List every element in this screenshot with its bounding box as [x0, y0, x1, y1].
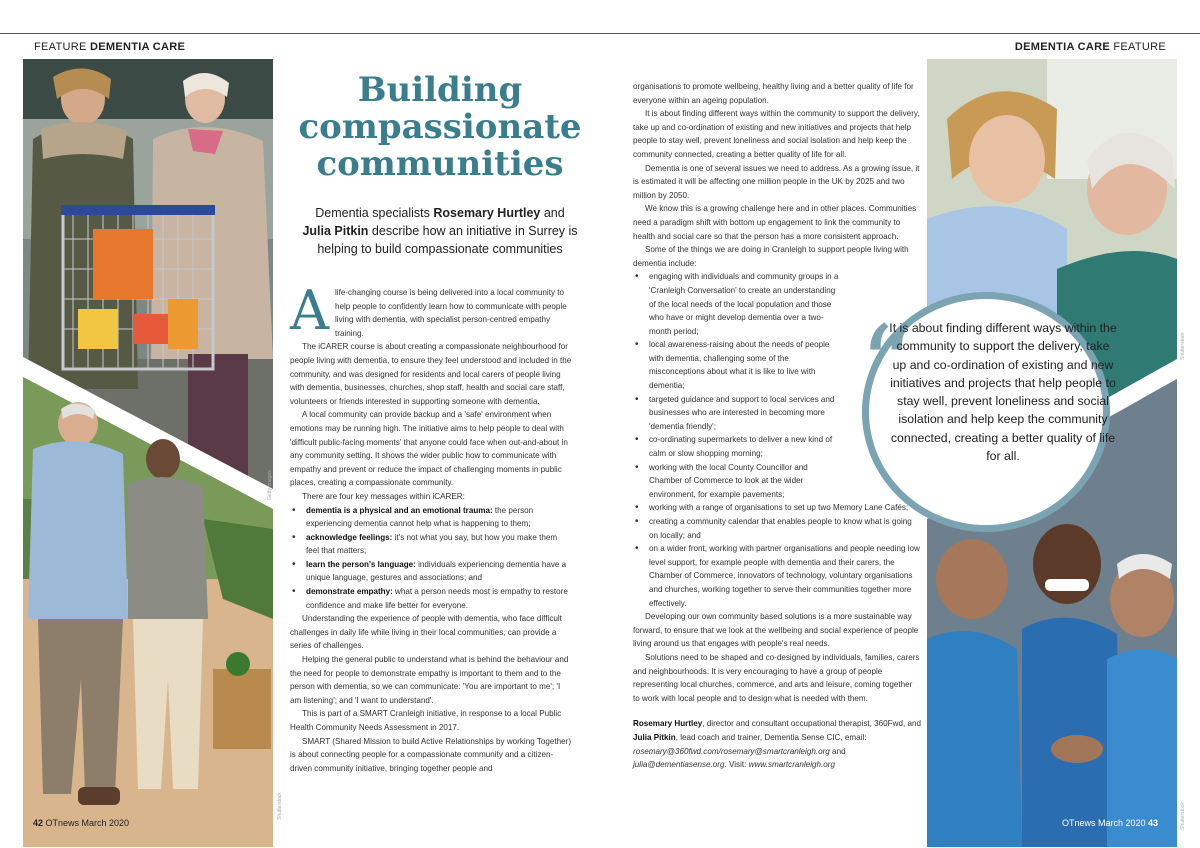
list-item: • working with a range of organisations to set up two Memory Lane Cafés;: [633, 501, 921, 515]
list-item: • on a wider front, working with partner organisations and people needing low level support, for example people with dementia and their carers, the Chamber of Commerce, innovators of technology, voluntary organisations and churches, working together to serve their communities together more effectively.: [633, 542, 921, 610]
author-bio: Rosemary Hurtley, director and consultant occupational therapist, 360Fwd, and Julia Pitkin, lead coach and trainer, Dementia Sense CIC, email: rosemary@360fwd.com/rosemary@smartcranleigh.org and julia@dementiasense.org. Visit: www.smartcranleigh.org: [633, 719, 921, 770]
body-paragraph: Developing our own community based solutions is a more sustainable way forward, to ensure that we look at the wellbeing and social experience of people living around us that engages with people's real needs.: [633, 612, 919, 649]
list-item: • demonstrate empathy: what a person needs most is empathy to restore confidence and make life better for everyone.: [290, 585, 572, 612]
photo-credit-left-bottom: Shutterstock: [277, 792, 283, 820]
title-line-2: compassionate: [298, 107, 582, 147]
email-link[interactable]: rosemary@360fwd.com/rosemary@smartcranleigh.org: [633, 746, 830, 756]
list-item: • dementia is a physical and an emotional trauma: the person experiencing dementia cannot help what is happening to them;: [290, 504, 572, 531]
article-column-1: [290, 279, 572, 775]
standfirst: Dementia specialists Rosemary Hurtley and Julia Pitkin describe how an initiative in Surrey is helping to build compassionate communities: [302, 206, 578, 256]
email-link[interactable]: julia@dementiasense.org: [633, 760, 725, 770]
body-paragraph: Understanding the experience of people with dementia, who face difficult challenges in daily life while living in their local communities, can provide a series of challenges.: [290, 614, 562, 651]
list-item: • learn the person's language: individuals experiencing dementia have a unique language, gestures and associations; and: [290, 558, 572, 585]
key-messages-list: [290, 504, 572, 613]
left-photos: [23, 59, 273, 847]
drop-cap: A: [290, 279, 329, 342]
body-paragraph: There are four key messages within iCARER:: [302, 491, 465, 501]
pull-quote-text: It is about finding different ways within the community to support the delivery, take up and co-ordination of existing and new initiatives and projects that help people to stay well, prevent loneliness and social isolation and help keep the community connected, creating a better quality of life for all.: [889, 321, 1117, 464]
page-title: [290, 72, 590, 183]
list-item: • co-ordinating supermarkets to deliver a new kind of calm or slow shopping morning;: [633, 433, 841, 460]
body-paragraph: Helping the general public to understand what is behind the behaviour and the need for people to demonstrate empathy is important to them and to the person with dementia, so we can communicate: 'You are important to me'; 'I am listening'; and 'I want to understand'.: [290, 655, 569, 705]
actions-list-cont: [633, 501, 921, 610]
body-paragraph: organisations to promote wellbeing, healthy living and a better quality of life for everyone within an ageing population.: [633, 82, 914, 105]
left-photo-collage: [23, 59, 273, 847]
title-line-1: Building: [357, 70, 523, 110]
page-folio-right: OTnews March 2020 43: [1062, 818, 1159, 828]
pull-quote: [859, 292, 1117, 532]
body-paragraph: The iCARER course is about creating a compassionate neighbourhood for people living with dementia, to ensure they feel understood and included in the community, and was designed for residents and local carers of people living with dementia, businesses, churches, shop staff, health and social care staff, volunteers or friends interested in supporting someone with dementia.: [290, 342, 572, 406]
photo-credit-right-top: Shutterstock: [1180, 332, 1186, 360]
body-paragraph: It is about finding different ways within the community to support the delivery, take up and co-ordination of existing and new initiatives and projects that help people to stay well, prevent loneliness and social isolation and help keep the community connected, creating a better quality of life for all.: [633, 109, 920, 159]
body-paragraph: Solutions need to be shaped and co-designed by individuals, families, carers and neighbourhoods. It is very encouraging to have a group of people representing local churches, commerce, and arts and leisure, coming together to work with local people and to design what is needed with them.: [633, 652, 920, 703]
photo-credit-left-top: Getty Images: [267, 470, 273, 500]
intro-paragraph: Alife-changing course is being delivered into a local community to help people to confidently learn how to communicate with people living with dementia, with specialist person-centred empathy training.: [290, 279, 567, 342]
header-right: DEMENTIA CARE FEATURE: [1014, 41, 1166, 53]
title-line-3: communities: [316, 144, 564, 184]
list-item: • targeted guidance and support to local services and businesses who are interested in becoming more 'dementia friendly';: [633, 393, 841, 434]
list-item: • local awareness-raising about the needs of people with dementia, challenging some of the misconceptions about what it is like to live with dementia;: [633, 338, 841, 392]
list-item: • working with the local County Councillor and Chamber of Commerce to look at the wider environment, for example pavements;: [633, 461, 841, 502]
body-paragraph: Dementia is one of several issues we need to address. As a growing issue, it is estimated it will be affecting one million people in the UK by 2025 and two million by 2050.: [633, 163, 920, 200]
body-paragraph: SMART (Shared Mission to build Active Relationships by working Together) is about connecting people for a compassionate community and a citizen-driven community initiative, bringing together people and: [290, 736, 572, 773]
body-paragraph: A local community can provide backup and a 'safe' environment when emotions may be running high. The initiative aims to help people to deal with 'difficult public-facing moments' that anyone could face when out-and-about in any community setting. It shows the wider public how to communicate with empathy and prevent or reduce the impact of challenging moments in public places, creating a compassionate community.: [290, 410, 568, 488]
header-left: FEATURE DEMENTIA CARE: [34, 41, 186, 53]
body-paragraph: Some of the things we are doing in Cranleigh to support people living with dementia include:: [633, 245, 909, 268]
list-item: • acknowledge feelings: it's not what you say, but how you make them feel that matters;: [290, 531, 572, 558]
top-rule: [0, 33, 1200, 34]
page-folio-left: 42 OTnews March 2020: [33, 818, 130, 828]
website-link[interactable]: www.smartcranleigh.org: [748, 760, 835, 770]
body-paragraph: We know this is a growing challenge here and in other places. Communities need a paradigm shift with bottom up engagement to link the community to health and social care so that the person has a more consistent approach.: [633, 204, 917, 241]
quote-mark-icon: “: [859, 302, 916, 430]
body-paragraph: This is part of a SMART Cranleigh initiative, in response to a local Public Health Community Needs Assessment in 2017.: [290, 709, 562, 732]
list-item: • engaging with individuals and community groups in a 'Cranleigh Conversation' to create an understanding of the local needs of the local population and those who have or might develop dementia over a two-month period;: [633, 270, 841, 338]
photo-credit-right-bottom: Shutterstock: [1180, 802, 1186, 830]
list-item: • creating a community calendar that enables people to know what is going on locally; and: [633, 515, 921, 542]
